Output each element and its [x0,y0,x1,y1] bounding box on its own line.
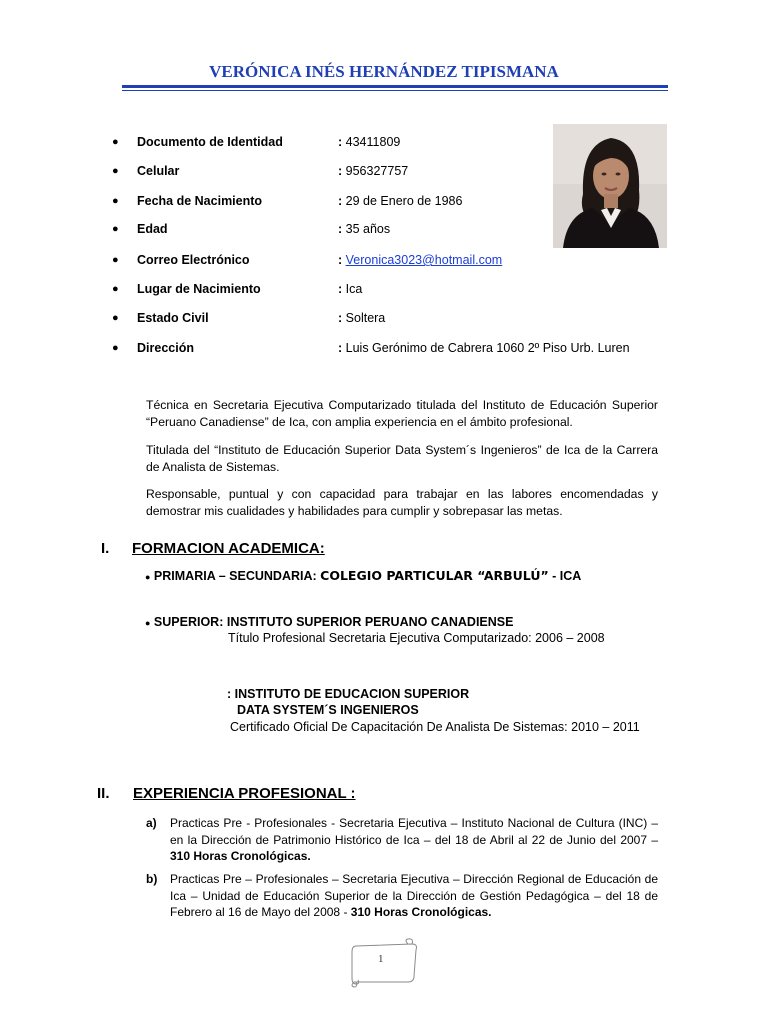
info-label: Lugar de Nacimiento [137,282,261,296]
experience-letter: a) [146,816,157,830]
info-value: : 43411809 [338,135,401,149]
info-value: : 956327757 [338,164,409,178]
section-number: I. [101,540,110,557]
bullet-icon: ● [112,195,119,207]
bullet-icon: ● [112,312,119,324]
info-value: : 35 años [338,222,391,236]
experience-text: Practicas Pre – Profesionales – Secretaria Ejecutiva – Dirección Regional de Educación de Ica – Unidad de Educación Superior de la Dirección de Gestión Pedagógica – del 18 de Febrero al 16 de Mayo del 2008 - 310 Horas Cronológicas. [170,872,658,919]
page-number: 1 [378,953,384,965]
info-label: Documento de Identidad [137,135,283,149]
experience-text: Practicas Pre - Profesionales - Secretaria Ejecutiva – Instituto Nacional de Cultura (INC) – en la Dirección de Patrimonio Histórico de Ica – del 18 de Abril al 22 de Junio del 2007 – 310 Horas Cronológicas. [170,816,658,863]
info-value: : Luis Gerónimo de Cabrera 1060 2º Piso Urb. Luren [338,341,630,355]
bullet-icon: ● [112,342,119,354]
summary-paragraph-3: Responsable, puntual y con capacidad para trabajar en las labores encomendadas y demostrar mis cualidades y habilidades para cumplir y sobrepasar las metas. [146,487,658,518]
experience-letter: b) [146,872,158,886]
formacion-second-institute-name: DATA SYSTEM´S INGENIEROS [237,703,419,717]
cv-name-title: VERÓNICA INÉS HERNÁNDEZ TIPISMANA [209,62,559,81]
info-label: Celular [137,164,180,178]
formacion-superior-detail: Título Profesional Secretaria Ejecutiva Computarizado: 2006 – 2008 [228,631,605,645]
profile-photo [553,124,667,248]
formacion-second-detail: Certificado Oficial De Capacitación De Analista De Sistemas: 2010 – 2011 [230,720,640,734]
section-title: FORMACION ACADEMICA: [132,540,325,557]
bullet-icon: ● [112,283,119,295]
info-row-estado-civil [0,311,700,329]
formacion-second-institute: : INSTITUTO DE EDUCACION SUPERIOR [227,687,470,701]
bullet-icon: ● [145,618,151,628]
info-row-direccion [0,341,700,359]
title-rule-thick [122,85,668,88]
bullet-icon: ● [112,165,119,177]
bullet-icon: ● [112,254,119,266]
info-label: Estado Civil [137,311,209,325]
info-label: Dirección [137,341,194,355]
bullet-icon: ● [145,572,151,582]
summary-paragraph-1: Técnica en Secretaria Ejecutiva Computarizado titulada del Instituto de Educación Superior “Peruano Canadiense” de Ica, con amplia experiencia en el ámbito profesional. [146,398,658,429]
info-label: Fecha de Nacimiento [137,194,263,208]
title-rule-thin [122,90,668,91]
info-label: Correo Electrónico [137,253,250,267]
section-number: II. [97,785,110,802]
info-value: : 29 de Enero de 1986 [338,194,463,208]
scroll-icon [348,938,420,988]
info-value: : Soltera [338,311,386,325]
info-row-lugar [0,282,700,300]
email-link[interactable]: Veronica3023@hotmail.com [345,253,503,267]
formacion-superior: ● SUPERIOR: INSTITUTO SUPERIOR PERUANO CANADIENSE [145,615,514,629]
info-row-correo [0,253,700,271]
info-label: Edad [137,222,168,236]
section-title: EXPERIENCIA PROFESIONAL : [133,785,356,802]
info-value: : Ica [338,282,363,296]
summary-paragraph-2: Titulada del “Instituto de Educación Superior Data System´s Ingenieros” de Ica de la Carrera de Analista de Sistemas. [146,443,658,474]
bullet-icon: ● [112,136,119,148]
formacion-primaria: ● PRIMARIA – SECUNDARIA: COLEGIO PARTICULAR “ARBULÚ” - ICA [145,568,582,583]
bullet-icon: ● [112,223,119,235]
info-value: : Veronica3023@hotmail.com [338,253,503,267]
page-number-scroll [348,938,420,988]
